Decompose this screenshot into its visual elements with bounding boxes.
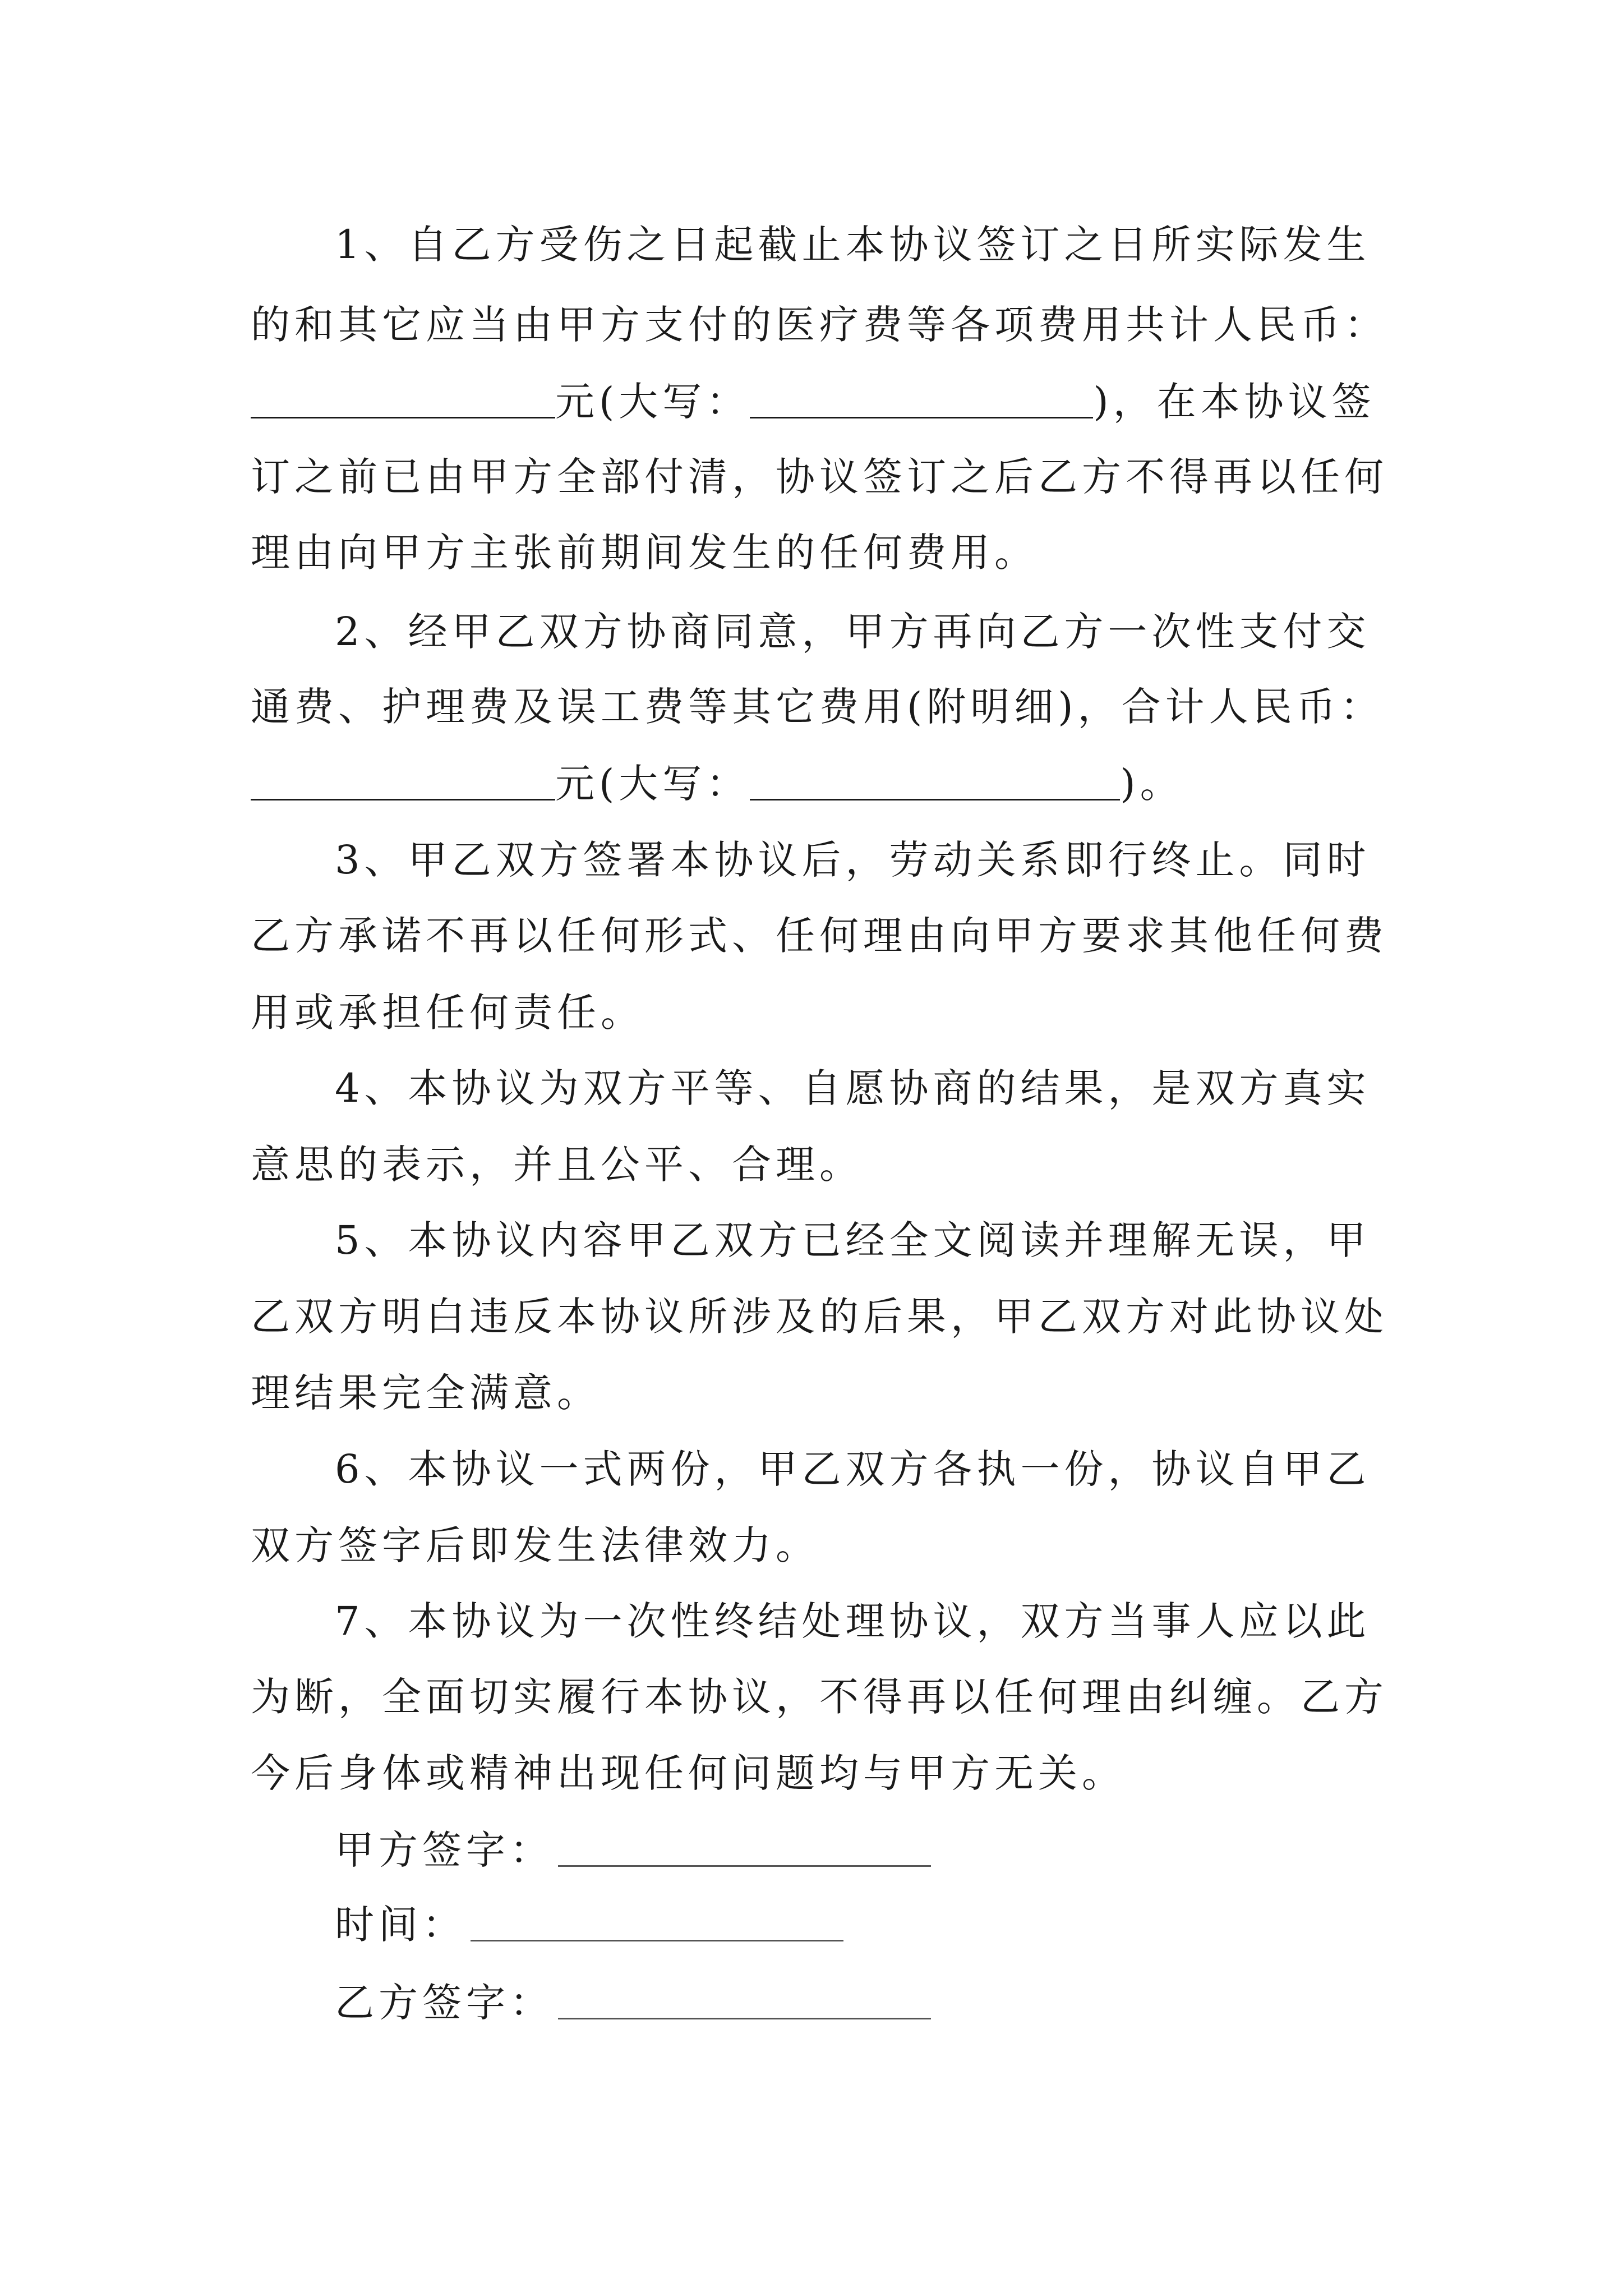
clause-7-line-2: 为断，全面切实履行本协议，不得再以任何理由纠缠。乙方 [251,1674,1388,1720]
clause-1-line-4: 订之前已由甲方全部付清，协议签订之后乙方不得再以任何 [251,454,1388,500]
clause-1-amount-line [251,379,1376,425]
clause-2-line-1: 2、经甲乙双方协商同意，甲方再向乙方一次性支付交 [335,609,1371,655]
amount-blank[interactable] [251,380,555,418]
amount-unit-text: 元(大写： [555,379,750,425]
amount-unit-text: 元(大写： [555,761,750,807]
clause-7-line-3: 今后身体或精神出现任何问题均与甲方无关。 [251,1750,1126,1796]
amount-tail-text: )，在本协议签 [1093,379,1376,425]
clause-7-line-1: 7、本协议为一次性终结处理协议，双方当事人应以此 [335,1598,1371,1644]
clause-1-line-5: 理由向甲方主张前期间发生的任何费用。 [251,530,1038,576]
clause-6-line-2: 双方签字后即发生法律效力。 [251,1522,819,1568]
party-a-signature-row [335,1827,931,1873]
clause-2-amount-line [251,761,1184,807]
clause-2-line-2: 通费、护理费及误工费等其它费用(附明细)，合计人民币： [251,684,1384,730]
clause-5-line-2: 乙双方明白违反本协议所涉及的后果，甲乙双方对此协议处 [251,1294,1388,1340]
clause-5-line-1: 5、本协议内容甲乙双方已经全文阅读并理解无误，甲 [335,1217,1371,1263]
party-b-signature-row [335,1980,931,2026]
amount-tail-text: )。 [1120,761,1184,807]
clause-4-line-2: 意思的表示，并且公平、合理。 [251,1142,863,1188]
amount-words-blank[interactable] [750,762,1120,800]
party-a-signature-blank[interactable] [558,1828,931,1867]
clause-5-line-3: 理结果完全满意。 [251,1370,601,1416]
party-b-signature-label: 乙方签字： [335,1980,554,2026]
party-a-signature-label: 甲方签字： [335,1827,554,1873]
clause-1-line-1: 1、自乙方受伤之日起截止本协议签订之日所实际发生 [335,222,1371,268]
clause-1-line-2: 的和其它应当由甲方支付的医疗费等各项费用共计人民币： [251,302,1388,348]
date-label: 时间： [335,1902,466,1948]
date-blank[interactable] [471,1903,843,1941]
date-row [335,1902,843,1948]
clause-4-line-1: 4、本协议为双方平等、自愿协商的结果，是双方真实 [335,1065,1371,1111]
clause-3-line-3: 用或承担任何责任。 [251,990,644,1036]
clause-6-line-1: 6、本协议一式两份，甲乙双方各执一份，协议自甲乙 [335,1446,1371,1492]
clause-3-line-2: 乙方承诺不再以任何形式、任何理由向甲方要求其他任何费 [251,913,1388,959]
amount-blank[interactable] [251,762,555,800]
clause-3-line-1: 3、甲乙双方签署本协议后，劳动关系即行终止。同时 [335,837,1371,883]
amount-words-blank[interactable] [750,380,1093,418]
party-b-signature-blank[interactable] [558,1981,931,2019]
